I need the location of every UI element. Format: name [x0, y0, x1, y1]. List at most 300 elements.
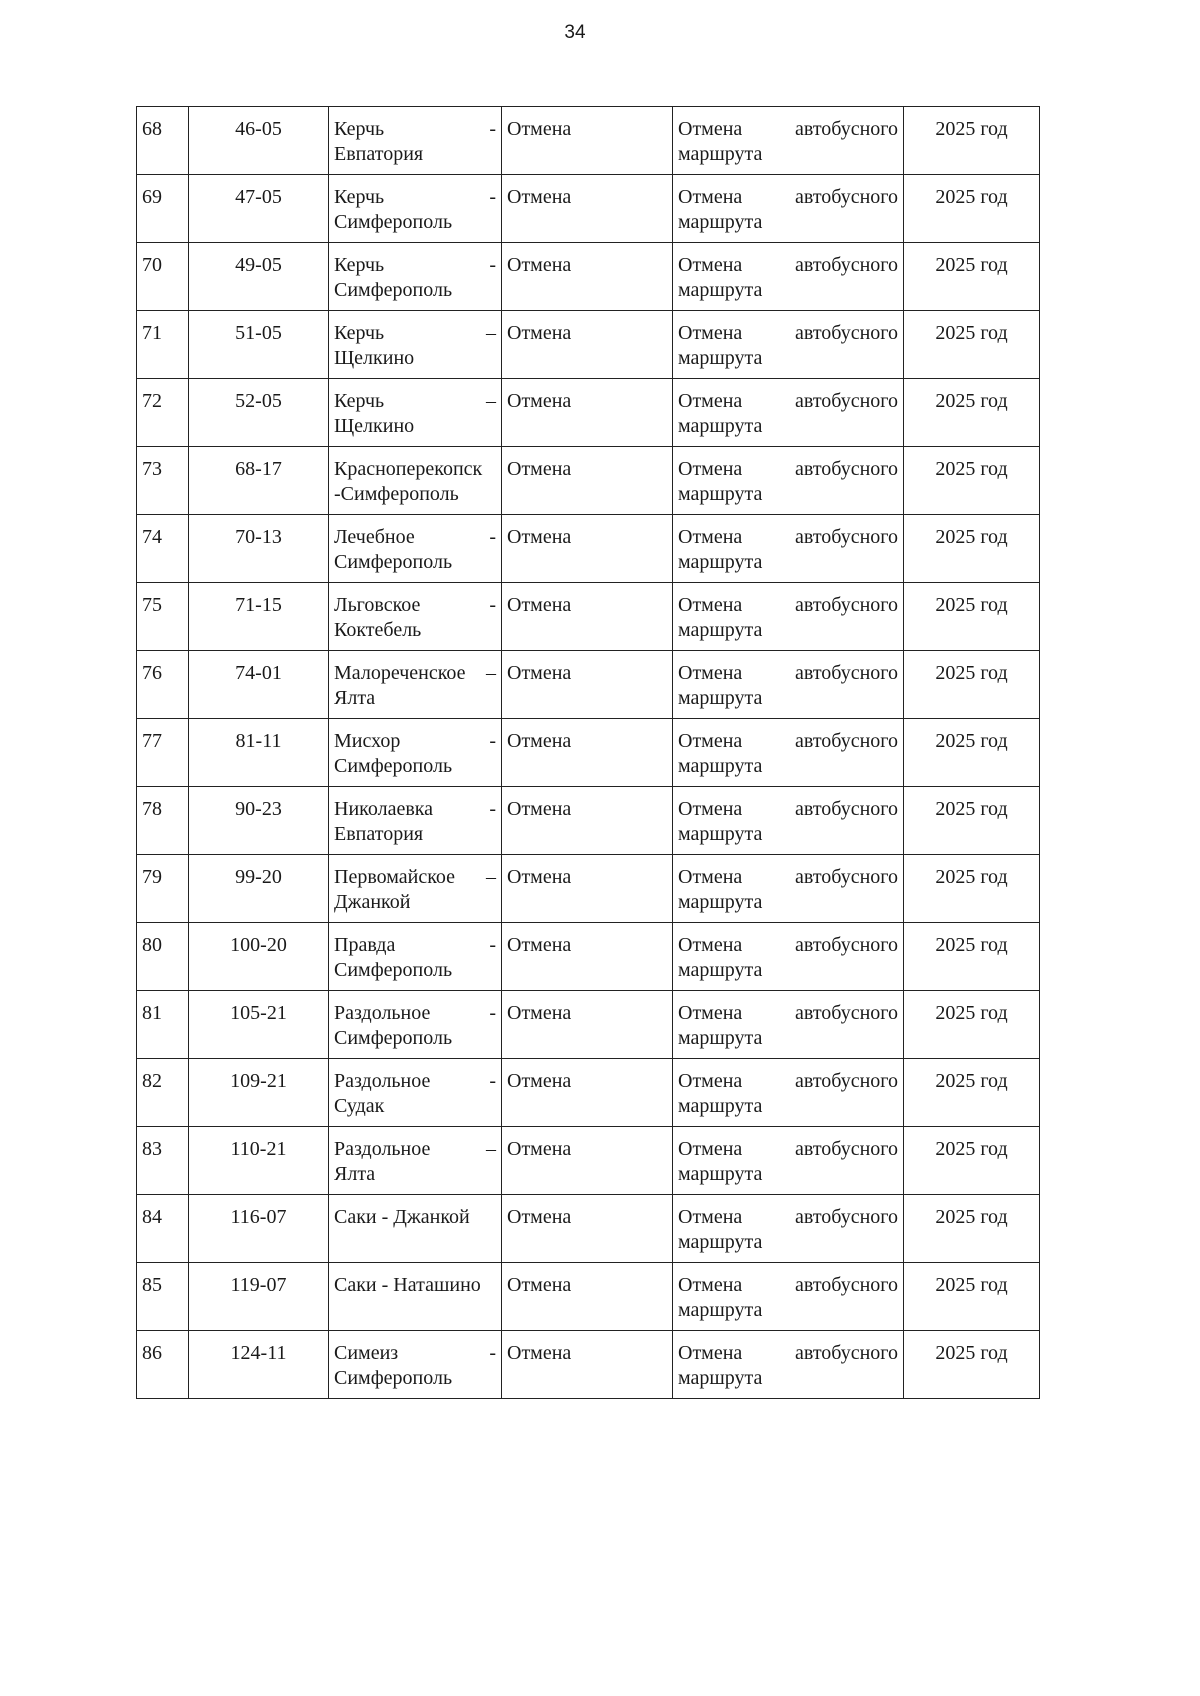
- route-action-description: [673, 107, 904, 175]
- row-number: [137, 311, 189, 379]
- row-number-text: 82: [142, 1070, 162, 1092]
- route-separator: –: [486, 390, 496, 412]
- route-action: [502, 1127, 673, 1195]
- description-line-2: маршрута: [678, 347, 763, 369]
- route-origin: Николаевка: [334, 798, 434, 820]
- route-action-text: Отмена: [507, 934, 572, 956]
- route-code: [189, 923, 329, 991]
- row-number-text: 84: [142, 1206, 162, 1228]
- route-deadline: [904, 1195, 1040, 1263]
- route-action-text: Отмена: [507, 594, 572, 616]
- route-code: [189, 651, 329, 719]
- route-code-text: 110-21: [230, 1138, 287, 1160]
- route-name-line-1: [334, 1205, 496, 1230]
- table-row: [137, 243, 1040, 311]
- route-name-line-1: [334, 797, 496, 822]
- route-separator: -: [489, 1342, 496, 1364]
- route-destination: Ялта: [334, 1163, 376, 1185]
- route-code: [189, 583, 329, 651]
- route-code-text: 90-23: [235, 798, 282, 820]
- row-number-text: 76: [142, 662, 162, 684]
- route-code-text: 74-01: [235, 662, 282, 684]
- route-name: [329, 175, 502, 243]
- route-deadline-text: 2025 год: [935, 1002, 1008, 1024]
- route-action: [502, 583, 673, 651]
- route-name-line-1: [334, 1069, 496, 1094]
- description-line-2: маршрута: [678, 1367, 763, 1389]
- table-row: [137, 651, 1040, 719]
- route-action-description: [673, 583, 904, 651]
- row-number: [137, 651, 189, 719]
- row-number-text: 75: [142, 594, 162, 616]
- route-action-description: [673, 379, 904, 447]
- route-deadline: [904, 311, 1040, 379]
- table-row: [137, 175, 1040, 243]
- route-name-line-1: [334, 525, 496, 550]
- route-origin: Саки - Наташино: [334, 1274, 481, 1296]
- description-word-1: Отмена: [678, 186, 743, 208]
- route-name-line-1: [334, 661, 496, 686]
- route-code: [189, 447, 329, 515]
- route-destination: Евпатория: [334, 823, 424, 845]
- route-code: [189, 1195, 329, 1263]
- route-action-description: [673, 1127, 904, 1195]
- route-action-description: [673, 1263, 904, 1331]
- route-code: [189, 719, 329, 787]
- route-action-text: Отмена: [507, 798, 572, 820]
- row-number: [137, 855, 189, 923]
- route-deadline-text: 2025 год: [935, 390, 1008, 412]
- route-separator: -: [489, 594, 496, 616]
- route-deadline-text: 2025 год: [935, 254, 1008, 276]
- route-deadline: [904, 107, 1040, 175]
- description-line-1: [678, 1273, 898, 1298]
- route-code-text: 100-20: [230, 934, 287, 956]
- route-action: [502, 923, 673, 991]
- table-row: [137, 515, 1040, 583]
- route-name: [329, 1331, 502, 1399]
- route-name: [329, 1263, 502, 1331]
- route-destination: Симферополь: [334, 551, 453, 573]
- description-line-2: маршрута: [678, 1027, 763, 1049]
- route-code: [189, 107, 329, 175]
- route-action: [502, 447, 673, 515]
- description-word-2: автобусного: [795, 1342, 898, 1364]
- route-action-text: Отмена: [507, 1206, 572, 1228]
- route-action: [502, 1059, 673, 1127]
- row-number: [137, 991, 189, 1059]
- description-line-1: [678, 797, 898, 822]
- route-code: [189, 1059, 329, 1127]
- route-deadline-text: 2025 год: [935, 594, 1008, 616]
- route-code: [189, 379, 329, 447]
- route-origin: Симеиз: [334, 1342, 399, 1364]
- route-separator: -: [489, 934, 496, 956]
- route-deadline-text: 2025 год: [935, 866, 1008, 888]
- description-word-2: автобусного: [795, 186, 898, 208]
- route-origin: Красноперекопск: [334, 458, 483, 480]
- route-code-text: 51-05: [235, 322, 282, 344]
- description-line-1: [678, 1001, 898, 1026]
- route-code: [189, 1263, 329, 1331]
- route-code-text: 116-07: [230, 1206, 287, 1228]
- route-destination: Евпатория: [334, 143, 424, 165]
- route-separator: -: [489, 1070, 496, 1092]
- route-origin: Малореченское: [334, 662, 466, 684]
- description-word-2: автобусного: [795, 118, 898, 140]
- route-name: [329, 447, 502, 515]
- route-deadline: [904, 991, 1040, 1059]
- route-destination: Симферополь: [334, 211, 453, 233]
- route-name: [329, 107, 502, 175]
- route-code: [189, 1127, 329, 1195]
- route-name-line-1: [334, 389, 496, 414]
- row-number: [137, 923, 189, 991]
- route-name-line-1: [334, 593, 496, 618]
- description-word-1: Отмена: [678, 934, 743, 956]
- row-number: [137, 1195, 189, 1263]
- description-line-2: маршрута: [678, 823, 763, 845]
- table-row: [137, 107, 1040, 175]
- route-destination: Симферополь: [334, 1367, 453, 1389]
- row-number-text: 77: [142, 730, 162, 752]
- description-line-2: маршрута: [678, 1299, 763, 1321]
- row-number-text: 78: [142, 798, 162, 820]
- description-word-1: Отмена: [678, 866, 743, 888]
- description-line-1: [678, 321, 898, 346]
- route-deadline: [904, 651, 1040, 719]
- row-number-text: 79: [142, 866, 162, 888]
- row-number-text: 83: [142, 1138, 162, 1160]
- route-name-line-1: [334, 1137, 496, 1162]
- route-name: [329, 515, 502, 583]
- route-origin: Раздольное: [334, 1002, 431, 1024]
- route-code: [189, 175, 329, 243]
- description-line-1: [678, 1137, 898, 1162]
- route-deadline-text: 2025 год: [935, 1206, 1008, 1228]
- description-line-2: маршрута: [678, 1095, 763, 1117]
- route-origin: Керчь: [334, 186, 385, 208]
- route-action-text: Отмена: [507, 662, 572, 684]
- route-name: [329, 651, 502, 719]
- route-origin: Раздольное: [334, 1070, 431, 1092]
- table-row: [137, 923, 1040, 991]
- description-word-1: Отмена: [678, 1342, 743, 1364]
- table-row: [137, 855, 1040, 923]
- description-line-2: маршрута: [678, 279, 763, 301]
- description-word-2: автобусного: [795, 526, 898, 548]
- route-separator: -: [489, 730, 496, 752]
- description-word-2: автобусного: [795, 390, 898, 412]
- route-origin: Лечебное: [334, 526, 415, 548]
- route-destination: Симферополь: [334, 279, 453, 301]
- route-separator: -: [489, 254, 496, 276]
- route-code-text: 81-11: [235, 730, 282, 752]
- route-action: [502, 243, 673, 311]
- route-action-description: [673, 991, 904, 1059]
- route-code: [189, 515, 329, 583]
- route-action: [502, 175, 673, 243]
- table-row: [137, 1127, 1040, 1195]
- route-deadline-text: 2025 год: [935, 458, 1008, 480]
- table-row: [137, 991, 1040, 1059]
- route-name: [329, 583, 502, 651]
- description-word-1: Отмена: [678, 1274, 743, 1296]
- route-deadline-text: 2025 год: [935, 798, 1008, 820]
- description-line-1: [678, 865, 898, 890]
- route-action-text: Отмена: [507, 118, 572, 140]
- description-word-2: автобусного: [795, 730, 898, 752]
- route-action-description: [673, 515, 904, 583]
- description-word-2: автобусного: [795, 662, 898, 684]
- description-line-1: [678, 117, 898, 142]
- description-word-2: автобусного: [795, 458, 898, 480]
- route-deadline-text: 2025 год: [935, 1274, 1008, 1296]
- description-line-1: [678, 253, 898, 278]
- description-word-1: Отмена: [678, 1206, 743, 1228]
- route-action-description: [673, 1331, 904, 1399]
- route-origin: Керчь: [334, 390, 385, 412]
- route-separator: -: [489, 186, 496, 208]
- route-separator: –: [486, 866, 496, 888]
- route-deadline: [904, 447, 1040, 515]
- description-line-1: [678, 661, 898, 686]
- table-row: [137, 787, 1040, 855]
- route-action-text: Отмена: [507, 730, 572, 752]
- route-action-text: Отмена: [507, 1342, 572, 1364]
- row-number: [137, 787, 189, 855]
- route-action: [502, 1195, 673, 1263]
- route-separator: -: [489, 526, 496, 548]
- row-number: [137, 107, 189, 175]
- route-code: [189, 243, 329, 311]
- route-origin: Раздольное: [334, 1138, 431, 1160]
- row-number: [137, 1127, 189, 1195]
- description-line-2: маршрута: [678, 143, 763, 165]
- route-action-text: Отмена: [507, 186, 572, 208]
- row-number-text: 85: [142, 1274, 162, 1296]
- route-separator: –: [486, 1138, 496, 1160]
- route-code: [189, 311, 329, 379]
- route-deadline: [904, 719, 1040, 787]
- route-origin: Правда: [334, 934, 396, 956]
- description-word-2: автобусного: [795, 934, 898, 956]
- description-word-2: автобусного: [795, 594, 898, 616]
- route-deadline-text: 2025 год: [935, 118, 1008, 140]
- route-deadline-text: 2025 год: [935, 322, 1008, 344]
- route-action: [502, 1263, 673, 1331]
- route-action: [502, 855, 673, 923]
- row-number: [137, 1331, 189, 1399]
- route-separator: -: [489, 798, 496, 820]
- route-name-line-1: [334, 1273, 496, 1298]
- description-word-2: автобусного: [795, 1070, 898, 1092]
- description-line-1: [678, 1069, 898, 1094]
- row-number: [137, 379, 189, 447]
- route-action: [502, 651, 673, 719]
- row-number-text: 74: [142, 526, 162, 548]
- description-line-1: [678, 389, 898, 414]
- description-line-2: маршрута: [678, 1163, 763, 1185]
- description-word-1: Отмена: [678, 730, 743, 752]
- route-name: [329, 1059, 502, 1127]
- route-destination: Симферополь: [334, 1027, 453, 1049]
- route-destination: Ялта: [334, 687, 376, 709]
- route-destination: -Симферополь: [334, 483, 459, 505]
- route-destination: Судак: [334, 1095, 385, 1117]
- route-separator: –: [486, 322, 496, 344]
- route-code: [189, 991, 329, 1059]
- route-action-description: [673, 787, 904, 855]
- route-action-description: [673, 175, 904, 243]
- route-name: [329, 855, 502, 923]
- route-action: [502, 515, 673, 583]
- row-number: [137, 1059, 189, 1127]
- description-line-1: [678, 525, 898, 550]
- route-name-line-1: [334, 865, 496, 890]
- description-word-1: Отмена: [678, 458, 743, 480]
- row-number-text: 68: [142, 118, 162, 140]
- route-action: [502, 719, 673, 787]
- route-name: [329, 243, 502, 311]
- row-number-text: 69: [142, 186, 162, 208]
- description-word-1: Отмена: [678, 1070, 743, 1092]
- route-deadline: [904, 923, 1040, 991]
- route-code-text: 109-21: [230, 1070, 287, 1092]
- route-name: [329, 311, 502, 379]
- description-line-1: [678, 1205, 898, 1230]
- description-word-1: Отмена: [678, 254, 743, 276]
- description-word-2: автобусного: [795, 866, 898, 888]
- table-row: [137, 311, 1040, 379]
- page-number: 34: [564, 22, 586, 43]
- route-action-text: Отмена: [507, 1274, 572, 1296]
- route-destination: Симферополь: [334, 959, 453, 981]
- route-deadline-text: 2025 год: [935, 186, 1008, 208]
- route-name: [329, 1127, 502, 1195]
- description-line-2: маршрута: [678, 755, 763, 777]
- route-action-description: [673, 651, 904, 719]
- route-action-text: Отмена: [507, 1002, 572, 1024]
- route-action: [502, 1331, 673, 1399]
- routes-table: [136, 106, 1040, 1399]
- route-origin: Керчь: [334, 322, 385, 344]
- route-origin: Керчь: [334, 118, 385, 140]
- route-separator: -: [489, 118, 496, 140]
- row-number: [137, 1263, 189, 1331]
- row-number-text: 72: [142, 390, 162, 412]
- route-deadline: [904, 1331, 1040, 1399]
- route-action-text: Отмена: [507, 458, 572, 480]
- table-row: [137, 1263, 1040, 1331]
- description-line-1: [678, 593, 898, 618]
- description-line-1: [678, 933, 898, 958]
- route-action: [502, 379, 673, 447]
- route-name-line-1: [334, 1341, 496, 1366]
- description-word-1: Отмена: [678, 526, 743, 548]
- route-deadline: [904, 855, 1040, 923]
- row-number: [137, 719, 189, 787]
- route-deadline: [904, 787, 1040, 855]
- route-deadline-text: 2025 год: [935, 526, 1008, 548]
- row-number: [137, 515, 189, 583]
- route-name-line-1: [334, 117, 496, 142]
- description-line-2: маршрута: [678, 483, 763, 505]
- route-deadline-text: 2025 год: [935, 1070, 1008, 1092]
- route-deadline: [904, 175, 1040, 243]
- table-row: [137, 379, 1040, 447]
- route-name-line-1: [334, 1001, 496, 1026]
- table-row: [137, 719, 1040, 787]
- route-action-description: [673, 447, 904, 515]
- route-name-line-1: [334, 321, 496, 346]
- route-action-description: [673, 1195, 904, 1263]
- table-row: [137, 1059, 1040, 1127]
- route-name: [329, 991, 502, 1059]
- description-word-1: Отмена: [678, 662, 743, 684]
- route-name-line-1: [334, 457, 496, 482]
- route-action-description: [673, 923, 904, 991]
- description-line-1: [678, 1341, 898, 1366]
- route-code-text: 105-21: [230, 1002, 287, 1024]
- route-destination: Коктебель: [334, 619, 422, 641]
- route-code-text: 47-05: [235, 186, 282, 208]
- route-action: [502, 311, 673, 379]
- description-line-2: маршрута: [678, 619, 763, 641]
- route-action: [502, 991, 673, 1059]
- description-line-2: маршрута: [678, 415, 763, 437]
- description-line-2: маршрута: [678, 211, 763, 233]
- route-code-text: 70-13: [235, 526, 282, 548]
- description-line-1: [678, 457, 898, 482]
- route-action-description: [673, 1059, 904, 1127]
- route-deadline-text: 2025 год: [935, 730, 1008, 752]
- route-deadline: [904, 515, 1040, 583]
- route-action-text: Отмена: [507, 866, 572, 888]
- route-origin: Керчь: [334, 254, 385, 276]
- route-action-description: [673, 719, 904, 787]
- route-name-line-1: [334, 729, 496, 754]
- route-code-text: 119-07: [230, 1274, 287, 1296]
- route-action-text: Отмена: [507, 390, 572, 412]
- route-code-text: 71-15: [235, 594, 282, 616]
- route-deadline: [904, 1127, 1040, 1195]
- route-deadline: [904, 1059, 1040, 1127]
- table-row: [137, 447, 1040, 515]
- route-separator: -: [489, 1002, 496, 1024]
- route-name-line-1: [334, 933, 496, 958]
- route-code-text: 52-05: [235, 390, 282, 412]
- description-word-2: автобусного: [795, 1138, 898, 1160]
- table-row: [137, 583, 1040, 651]
- row-number-text: 86: [142, 1342, 162, 1364]
- row-number: [137, 583, 189, 651]
- description-word-2: автобусного: [795, 1206, 898, 1228]
- route-origin: Льговское: [334, 594, 421, 616]
- route-name-line-1: [334, 185, 496, 210]
- route-deadline: [904, 1263, 1040, 1331]
- description-line-2: маршрута: [678, 687, 763, 709]
- route-code-text: 124-11: [230, 1342, 287, 1364]
- route-action-text: Отмена: [507, 1070, 572, 1092]
- row-number-text: 71: [142, 322, 162, 344]
- route-code-text: 68-17: [235, 458, 282, 480]
- route-code: [189, 787, 329, 855]
- route-action-description: [673, 311, 904, 379]
- description-word-1: Отмена: [678, 1002, 743, 1024]
- description-word-2: автобусного: [795, 1274, 898, 1296]
- route-deadline-text: 2025 год: [935, 1138, 1008, 1160]
